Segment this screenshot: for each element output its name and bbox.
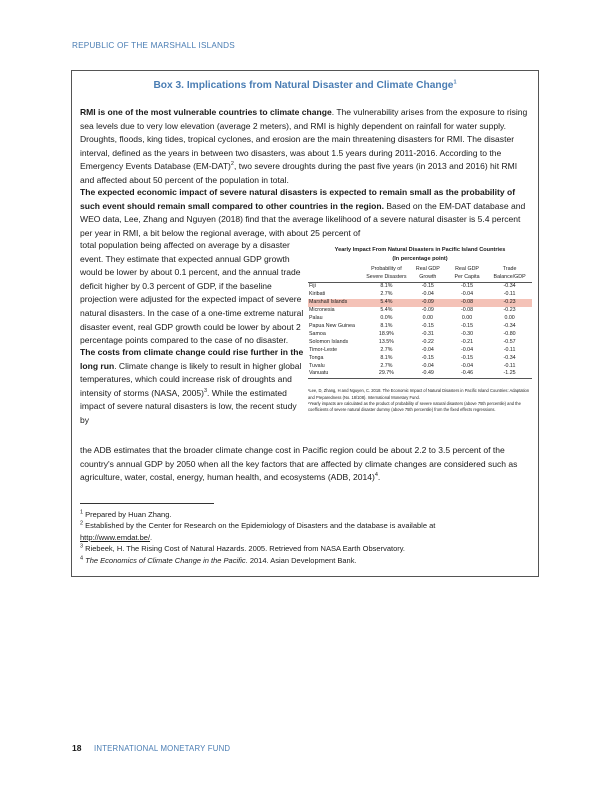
value-cell: -0.04 (421, 290, 434, 297)
impact-table-figure (308, 246, 532, 413)
value-cell: 8.1% (380, 354, 393, 361)
table-row (308, 315, 532, 323)
value-cell: 8.1% (380, 283, 393, 289)
column-header-line: Balance/GDP (493, 273, 526, 280)
value-cell: -0.15 (421, 354, 434, 361)
value-cell: -0.11 (503, 346, 516, 353)
value-cell: -0.31 (421, 330, 434, 337)
value-cell: 0.00 (422, 314, 433, 321)
value-cell: 0.0% (380, 314, 393, 321)
footnote-text: . (150, 532, 153, 542)
value-cell: -0.15 (421, 283, 434, 289)
figure-title: Yearly Impact From Natural Disasters in Pacific Island Countries (334, 247, 506, 253)
paragraph-text: Based on the EM-DAT database and WEO data, Lee, Zhang and Nguyen (2018) find that the average likelihood of a severe natural disaster is 5.4 percent per year in RMI, a bit below the regional average, with about 25 percent of (80, 200, 526, 238)
paragraph-climate-costs-cont (80, 444, 532, 485)
country-cell: Fiji (309, 283, 316, 289)
column-header-line: Real GDP (415, 266, 440, 272)
figure-note-source: ¹Lee, D, Zhang, H and Nguyen, C. 2018. The Economic Impact of Natural Disasters in Pacific Island Countries: Adaptation and Preparedness (No. 18/108). International Monetary Fund. (308, 388, 530, 400)
table-row (308, 283, 532, 291)
paragraph-vulnerability (80, 106, 532, 188)
footnote-text: . 2014. Asian Development Bank. (245, 555, 357, 565)
paragraph-text: , two severe droughts during the past five years (in 2013 and 2016) hit RMI and affected about 50 percent of the population in total. (80, 161, 518, 185)
paragraph-text: . Climate change is likely to result in higher global temperatures, which could increase risk of droughts and intensity of storms (NASA, 2005) (80, 360, 302, 398)
footnote-ref[interactable]: 1 (453, 79, 457, 86)
box-3 (71, 70, 539, 577)
table-row (308, 331, 532, 339)
value-cell: -0.34 (503, 354, 516, 361)
footnote-ref[interactable]: 3 (203, 387, 208, 394)
country-cell: Tonga (309, 354, 324, 361)
value-cell: 2.7% (380, 290, 393, 297)
table-row (308, 323, 532, 331)
figure-notes (308, 388, 532, 412)
paragraph-climate-costs (80, 346, 308, 428)
footnote-number: 3 (80, 543, 84, 550)
running-header: REPUBLIC OF THE MARSHALL ISLANDS (72, 41, 235, 50)
footnote-3 (80, 543, 532, 554)
value-cell: 8.1% (380, 322, 393, 329)
table-row (308, 299, 532, 307)
country-cell: Kiribati (309, 290, 326, 297)
value-cell: 0.00 (461, 314, 473, 321)
figure-note-method: ²Yearly impacts are calculated as the product of probability of severe natural disasters (above 75th percentile) and the coefficients of severe natural disaster dummy (above 75th percentile) from the fixed effects regressions. (308, 400, 521, 412)
value-cell: -0.21 (460, 338, 474, 345)
column-header (487, 265, 532, 283)
footnote-text: Riebeek, H. The Rising Cost of Natural Hazards. 2005. Retrieved from NASA Earth Observatory. (85, 544, 406, 554)
footnote-divider (80, 503, 214, 504)
page-number: 18 (72, 743, 82, 753)
column-header (308, 265, 364, 283)
footnotes (80, 509, 532, 566)
value-cell: 29.7% (378, 370, 394, 377)
value-cell: -0.15 (460, 354, 474, 361)
footnote-ref[interactable]: 2 (230, 161, 234, 168)
country-cell: Timor-Leste (309, 346, 338, 353)
value-cell: -0.08 (447, 299, 487, 307)
paragraph-economic-impact-cont (80, 239, 308, 348)
country-cell: Samoa (309, 330, 326, 337)
paragraph-text: the ADB estimates that the broader climate change cost in Pacific region could be about 2.2 to 3.5 percent of the country's annual GDP by 2050 when all the key factors that are affected by climate changes are considered such as agriculture, water, costal, energy, human health, and ecosystems (ADB, 2014) (80, 445, 518, 483)
value-cell: 2.7% (380, 346, 393, 353)
country-cell: Tuvalu (309, 362, 325, 369)
value-cell: -0.57 (503, 338, 516, 345)
footnote-number: 4 (80, 555, 84, 562)
paragraph-text: . The vulnerability arises from the exposure to rising sea levels due to very low elevation (average 2 meters), and RMI is highly dependent on rainfall for water supply. Droughts, floods, king tides, tropical cyclones, and erosion are the main threatening disasters for RMI. The disaster interval, defined as the years in between two disasters, was about 1.5 years during 2011-2016. According to the Emergency Events Database (EM-DAT) (80, 107, 528, 172)
paragraph-text: . While the estimated impact of severe natural disasters is low, the recent study by (80, 387, 297, 425)
value-cell: -0.46 (460, 370, 474, 377)
column-header (364, 265, 409, 283)
impact-table (308, 265, 532, 379)
value-cell: -0.15 (460, 322, 474, 329)
paragraph-text: total population being affected on average by a disaster event. They estimate that expected annual GDP growth would be lower by about 0.1 percent, and the annual trade deficit higher by 0.3 percent of GDP, if the baseline projection were adjusted for the expected impact of severe natural disasters. In the case of a one-time extreme natural disaster event, real GDP growth could be lower by about 2 percentage points compared to the case of no disaster. (80, 240, 304, 346)
value-cell: -0.04 (421, 362, 434, 369)
value-cell: -0.80 (503, 330, 516, 337)
value-cell: -0.11 (503, 362, 516, 369)
running-footer: INTERNATIONAL MONETARY FUND (94, 744, 231, 753)
value-cell: -1.25 (503, 370, 516, 377)
column-header-line: Trade (502, 266, 517, 272)
value-cell: 2.7% (380, 362, 393, 369)
footnote-text: Prepared by Huan Zhang. (85, 510, 172, 519)
value-cell: -0.04 (460, 290, 474, 297)
footnote-number: 2 (80, 520, 84, 527)
value-cell: -0.04 (460, 362, 474, 369)
country-cell: Micronesia (309, 306, 335, 313)
value-cell: -0.34 (503, 283, 516, 289)
footnote-1 (80, 509, 532, 520)
footnote-title: The Economics of Climate Change in the Pacific (85, 555, 246, 565)
paragraph-economic-impact (80, 186, 532, 240)
table-row (308, 355, 532, 363)
column-header-line: Severe Disasters (366, 273, 407, 280)
table-row (308, 339, 532, 347)
table-row (308, 370, 532, 378)
value-cell: -0.23 (503, 306, 516, 313)
value-cell: 5.4% (380, 306, 393, 313)
value-cell: -0.34 (503, 322, 516, 329)
figure-subtitle: (In percentage point) (392, 255, 448, 262)
value-cell: 18.9% (378, 330, 394, 337)
column-header-line: Growth (419, 273, 437, 280)
value-cell: -0.04 (421, 346, 434, 353)
value-cell: -0.04 (460, 346, 474, 353)
value-cell: -0.09 (421, 306, 434, 313)
table-row (308, 363, 532, 371)
value-cell: -0.09 (409, 299, 447, 307)
table-row (308, 291, 532, 299)
value-cell: -0.49 (421, 370, 434, 377)
column-header (447, 265, 487, 283)
column-header-line: Real GDP (455, 266, 479, 272)
footnote-4 (80, 555, 532, 566)
value-cell: -0.30 (460, 330, 474, 337)
value-cell: -0.22 (421, 338, 434, 345)
emdat-link[interactable]: http://www.emdat.be/ (80, 532, 151, 542)
footnote-2 (80, 520, 532, 543)
value-cell: -0.08 (460, 306, 474, 313)
country-cell: Solomon Islands (309, 338, 349, 345)
table-row (308, 307, 532, 315)
value-cell: 13.5% (378, 338, 394, 345)
country-cell: Palau (309, 314, 323, 321)
country-cell: Papua New Guinea (309, 322, 355, 329)
footnote-text: Established by the Center for Research on the Epidemiology of Disasters and the database is available at (85, 521, 436, 531)
value-cell: 5.4% (364, 299, 409, 307)
column-header-line: Per Capita (454, 273, 480, 280)
value-cell: -0.15 (421, 322, 434, 329)
box-title-text: Box 3. Implications from Natural Disaster and Climate Change (153, 80, 454, 91)
box-title (72, 80, 538, 91)
footnote-ref[interactable]: 4 (374, 472, 378, 479)
paragraph-lead: RMI is one of the most vulnerable countries to climate change (80, 107, 332, 117)
paragraph-lead: The expected economic impact of severe natural disasters is expected to remain small as the probability of such event should remain small compared to other countries in the region. (80, 187, 516, 211)
table-row (308, 347, 532, 355)
column-header-line: Probability of (371, 266, 402, 272)
footnote-number: 1 (80, 509, 84, 516)
table-header-row (308, 265, 532, 283)
value-cell: -0.23 (487, 299, 532, 307)
value-cell: 0.00 (504, 314, 515, 321)
value-cell: -0.15 (460, 283, 474, 289)
value-cell: -0.11 (503, 290, 516, 297)
country-cell: Vanuatu (309, 370, 329, 377)
paragraph-lead: The costs from climate change could rise further in the long run (80, 347, 304, 371)
paragraph-text: . (377, 472, 381, 483)
country-cell: Marshall Islands (308, 299, 364, 307)
column-header (409, 265, 447, 283)
